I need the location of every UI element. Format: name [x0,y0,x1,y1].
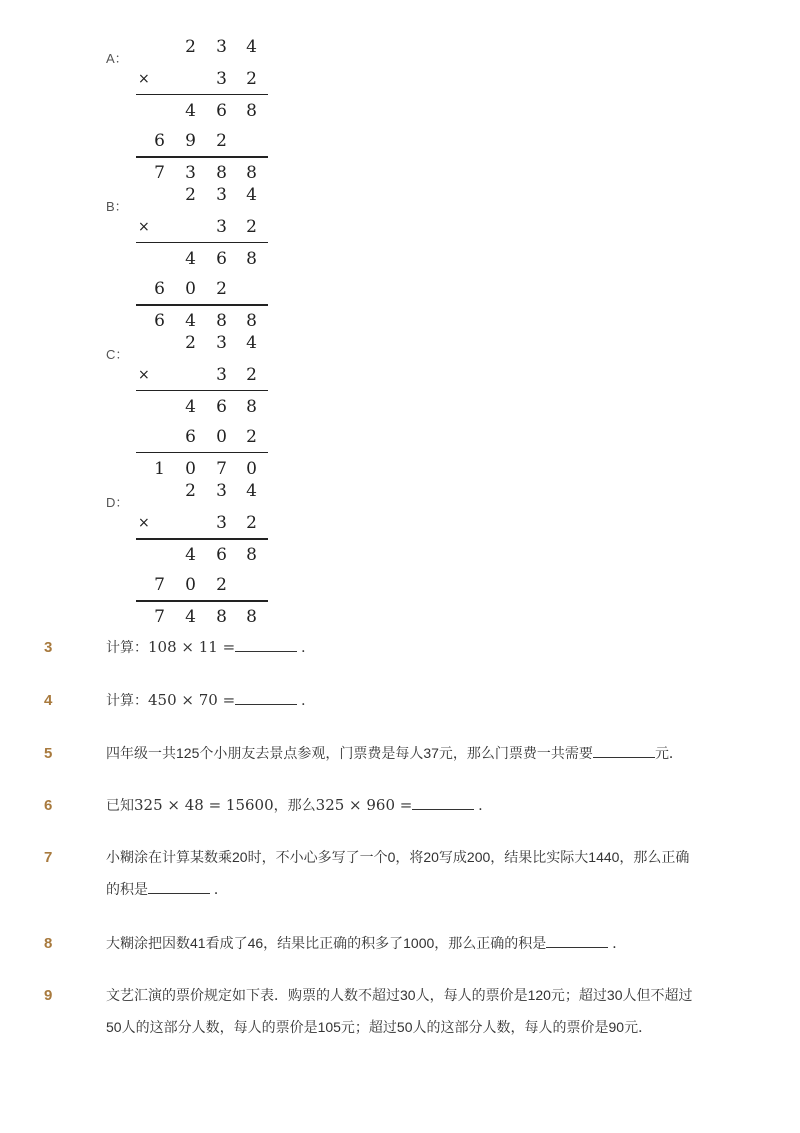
option-label: D： [106,495,129,510]
digit: 2 [246,513,257,533]
digit: 4 [246,37,257,57]
digit: 6 [185,427,196,447]
times-sign: × [138,219,150,235]
separator-line [136,452,268,453]
text-prefix: 已知 [106,797,134,813]
digit: 2 [185,481,196,501]
option-a [0,37,800,192]
digit: 7 [154,163,165,183]
digit: 4 [185,101,196,121]
option-d [0,481,800,636]
answer-blank[interactable] [235,637,297,652]
digit: 3 [216,333,227,353]
option-label: C： [106,347,129,362]
digit: 8 [216,163,227,183]
digit: 6 [216,249,227,269]
digit: 3 [216,69,227,89]
separator-line [136,600,268,602]
option-b [0,185,800,340]
option-label: B： [106,199,128,214]
question-number: 8 [44,935,53,952]
digit: 8 [246,311,257,331]
digit: 6 [154,131,165,151]
digit: 4 [246,333,257,353]
question-number: 3 [44,639,53,656]
digit: 0 [185,279,196,299]
digit: 4 [246,481,257,501]
answer-blank[interactable] [412,795,474,810]
digit: 6 [154,311,165,331]
question-text [106,684,721,716]
digit: 3 [185,163,196,183]
digit: 2 [246,365,257,385]
question-text [106,979,721,1043]
option-c [0,333,800,488]
text-middle: ，那么 [273,797,316,813]
text-prefix: 四年级一共125个小朋友去景点参观，门票费是每人37元，那么门票费一共需要 [106,745,593,761]
digit: 2 [216,131,227,151]
text-prefix: 大糊涂把因数41看成了46，结果比正确的积多了1000，那么正确的积是 [106,935,547,951]
text-suffix: ． [213,881,228,897]
text-line-2: 50人的这部分人数，每人的票价是105元；超过50人的这部分人数，每人的票价是90元． [106,1019,653,1035]
digit: 8 [246,545,257,565]
digit: 9 [185,131,196,151]
question-text [106,841,721,905]
digit: 0 [185,575,196,595]
digit: 0 [246,459,257,479]
answer-blank[interactable] [148,879,210,894]
text-suffix: ． [478,797,493,813]
text-suffix: 元． [654,745,683,761]
text-line-2 [106,873,721,905]
digit: 2 [216,575,227,595]
digit: 3 [216,37,227,57]
digit: 8 [246,607,257,627]
text-prefix: 计算： [106,692,148,708]
answer-blank[interactable] [235,690,297,705]
digit: 3 [216,481,227,501]
math-expression: 325 × 48 = 15600 [134,796,274,814]
digit: 6 [216,101,227,121]
digit: 3 [216,217,227,237]
digit: 3 [216,365,227,385]
digit: 2 [246,427,257,447]
digit: 6 [216,545,227,565]
digit: 4 [185,311,196,331]
math-expression: 108 × 11 = [148,638,236,656]
answer-blank[interactable] [546,933,608,948]
digit: 2 [185,37,196,57]
times-sign: × [138,71,150,87]
digit: 3 [216,185,227,205]
digit: 4 [185,249,196,269]
digit: 2 [246,217,257,237]
digit: 7 [216,459,227,479]
question-text [106,631,721,663]
text-suffix: ． [612,935,627,951]
digit: 2 [185,185,196,205]
text-line-1: 小糊涂在计算某数乘20时，不小心多写了一个0，将20写成200，结果比实际大1440，那么正确 [106,849,690,865]
text-line-1: 文艺汇演的票价规定如下表．购票的人数不超过30人，每人的票价是120元；超过30人但不超过 [106,987,693,1003]
digit: 6 [216,397,227,417]
digit: 2 [216,279,227,299]
option-label: A： [106,51,128,66]
digit: 7 [154,607,165,627]
question-text [106,737,721,769]
math-expression: 325 × 960 = [315,796,413,814]
times-sign: × [138,515,150,531]
separator-line [136,390,268,391]
digit: 0 [185,459,196,479]
digit: 8 [246,397,257,417]
text-suffix: ． [301,639,316,655]
question-number: 6 [44,797,53,814]
digit: 4 [185,545,196,565]
question-number: 4 [44,692,53,709]
digit: 0 [216,427,227,447]
separator-line [136,156,268,158]
digit: 1 [154,459,165,479]
digit: 2 [185,333,196,353]
separator-line [136,538,268,540]
question-text [106,927,721,959]
text-prefix: 的积是 [106,881,148,897]
math-expression: 450 × 70 = [148,691,236,709]
digit: 8 [216,311,227,331]
times-sign: × [138,367,150,383]
digit: 4 [246,185,257,205]
separator-line [136,242,268,243]
text-prefix: 计算： [106,639,148,655]
digit: 7 [154,575,165,595]
digit: 8 [246,249,257,269]
answer-blank[interactable] [593,743,655,758]
question-number: 9 [44,987,53,1004]
question-text [106,789,721,821]
digit: 3 [216,513,227,533]
digit: 8 [246,101,257,121]
separator-line [136,304,268,306]
question-number: 7 [44,849,53,866]
text-suffix: ． [301,692,316,708]
question-number: 5 [44,745,53,762]
digit: 6 [154,279,165,299]
separator-line [136,94,268,95]
digit: 4 [185,607,196,627]
digit: 8 [216,607,227,627]
digit: 8 [246,163,257,183]
digit: 4 [185,397,196,417]
digit: 2 [246,69,257,89]
